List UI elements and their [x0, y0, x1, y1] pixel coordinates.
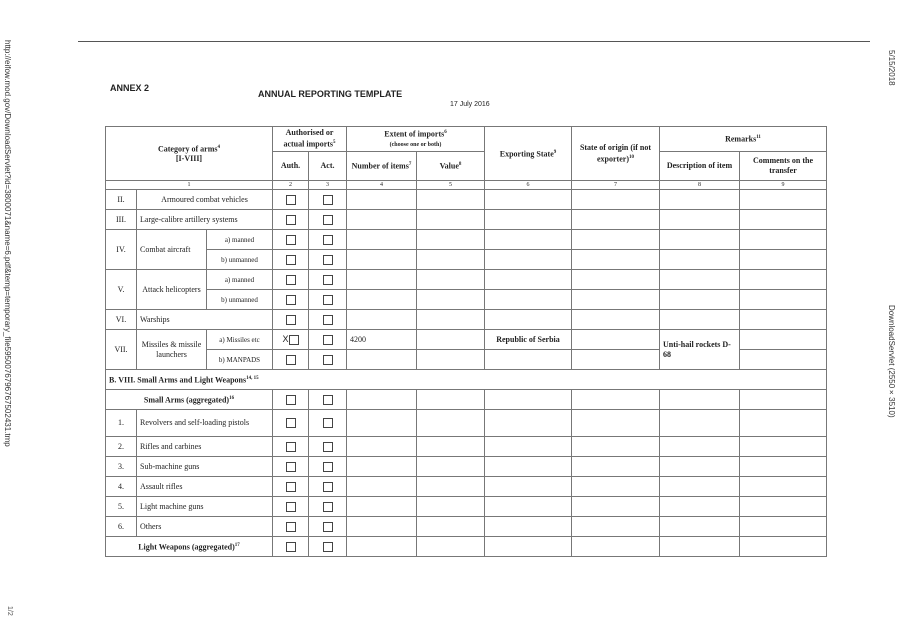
value-cell[interactable] [417, 230, 485, 250]
auth-checkbox[interactable] [286, 295, 296, 305]
value-cell[interactable] [417, 390, 485, 410]
number-cell[interactable] [347, 290, 417, 310]
description-cell[interactable] [660, 497, 740, 517]
value-cell[interactable] [417, 190, 485, 210]
number-cell[interactable] [347, 270, 417, 290]
comments-cell[interactable] [740, 290, 827, 310]
origin-cell[interactable] [572, 290, 660, 310]
table-row: II. Armoured combat vehicles [106, 190, 827, 210]
description-cell[interactable] [660, 437, 740, 457]
description-cell[interactable] [660, 390, 740, 410]
header-value: Value$^8$ [417, 152, 485, 181]
number-cell[interactable] [347, 517, 417, 537]
exporter-cell[interactable] [485, 210, 572, 230]
act-checkbox[interactable] [323, 418, 333, 428]
reporting-table [105, 126, 827, 557]
value-cell[interactable] [417, 517, 485, 537]
auth-checkbox[interactable] [286, 462, 296, 472]
origin-cell[interactable] [572, 230, 660, 250]
col-number: 5 [417, 181, 485, 190]
page-title: ANNUAL REPORTING TEMPLATE [258, 89, 403, 99]
table-row: III. Large-calibre artillery systems [106, 210, 827, 230]
exporter-cell[interactable] [485, 390, 572, 410]
value-cell[interactable] [417, 477, 485, 497]
table-row: 5. Light machine guns [106, 497, 827, 517]
number-cell[interactable] [347, 537, 417, 557]
description-cell[interactable] [660, 517, 740, 537]
value-cell[interactable] [417, 350, 485, 370]
number-cell[interactable] [347, 390, 417, 410]
value-cell[interactable] [417, 537, 485, 557]
comments-cell[interactable] [740, 330, 827, 350]
print-date: 5/15/2018 [887, 50, 896, 86]
auth-mark: X [282, 334, 289, 345]
number-cell[interactable]: 4200 [347, 330, 417, 350]
table-row: IV. Combat aircraft a) manned [106, 230, 827, 250]
number-cell[interactable] [347, 190, 417, 210]
origin-cell[interactable] [572, 310, 660, 330]
comments-cell[interactable] [740, 477, 827, 497]
exporter-cell[interactable] [485, 310, 572, 330]
number-cell[interactable] [347, 477, 417, 497]
comments-cell[interactable] [740, 517, 827, 537]
exporter-cell[interactable] [485, 517, 572, 537]
header-description: Description of item [660, 152, 740, 181]
origin-cell[interactable] [572, 517, 660, 537]
act-checkbox[interactable] [323, 295, 333, 305]
description-cell[interactable]: Unti-hail rockets D-68 [660, 330, 740, 370]
number-cell[interactable] [347, 497, 417, 517]
section-heading: B. VIII. Small Arms and Light Weapons$^{14, 15}$ [106, 370, 827, 390]
header-category: Category of arms$^4$ [I-VIII] [106, 127, 273, 181]
origin-cell[interactable] [572, 457, 660, 477]
header-authorised: Authorised or actual imports$^5$ [273, 127, 347, 152]
description-cell[interactable] [660, 290, 740, 310]
act-checkbox[interactable] [323, 355, 333, 365]
number-cell[interactable] [347, 350, 417, 370]
number-cell[interactable] [347, 437, 417, 457]
number-cell[interactable] [347, 410, 417, 437]
origin-cell[interactable] [572, 330, 660, 350]
number-cell[interactable] [347, 310, 417, 330]
comments-cell[interactable] [740, 437, 827, 457]
description-cell[interactable] [660, 477, 740, 497]
value-cell[interactable] [417, 497, 485, 517]
template-date: 17 July 2016 [450, 101, 490, 108]
description-cell[interactable] [660, 410, 740, 437]
description-cell[interactable] [660, 190, 740, 210]
table-row: Light Weapons (aggregated)$^{17}$ [106, 537, 827, 557]
origin-cell[interactable] [572, 497, 660, 517]
act-checkbox[interactable] [323, 522, 333, 532]
act-checkbox[interactable] [323, 462, 333, 472]
description-cell[interactable] [660, 230, 740, 250]
auth-checkbox[interactable] [286, 355, 296, 365]
description-cell[interactable] [660, 310, 740, 330]
header-extent: Extent of imports$^6$ (choose one or both) [347, 127, 485, 152]
header-exporting-state: Exporting State$^9$ [485, 127, 572, 181]
col-number: 3 [309, 181, 347, 190]
value-cell[interactable] [417, 330, 485, 350]
auth-checkbox[interactable] [286, 195, 296, 205]
act-checkbox[interactable] [323, 275, 333, 285]
table-row: b) unmanned [106, 290, 827, 310]
table-row: V. Attack helicopters a) manned [106, 270, 827, 290]
act-checkbox[interactable] [323, 255, 333, 265]
table-row: VI. Warships [106, 310, 827, 330]
value-cell[interactable] [417, 270, 485, 290]
exporter-cell[interactable] [485, 410, 572, 437]
source-label: DownloadServlet (2550×3510) [887, 305, 896, 418]
table-row: 1. Revolvers and self-loading pistols [106, 410, 827, 437]
description-cell[interactable] [660, 537, 740, 557]
exporter-cell[interactable] [485, 290, 572, 310]
header-number: Number of items$^7$ [347, 152, 417, 181]
exporter-cell[interactable] [485, 437, 572, 457]
auth-checkbox[interactable] [289, 335, 299, 345]
comments-cell[interactable] [740, 390, 827, 410]
auth-checkbox[interactable] [286, 482, 296, 492]
value-cell[interactable] [417, 310, 485, 330]
comments-cell[interactable] [740, 410, 827, 437]
exporter-cell[interactable] [485, 457, 572, 477]
value-cell[interactable] [417, 290, 485, 310]
table-row: 2. Rifles and carbines [106, 437, 827, 457]
top-rule [78, 41, 870, 42]
act-checkbox[interactable] [323, 215, 333, 225]
number-cell[interactable] [347, 457, 417, 477]
col-number: 8 [660, 181, 740, 190]
act-checkbox[interactable] [323, 395, 333, 405]
auth-checkbox[interactable] [286, 418, 296, 428]
value-cell[interactable] [417, 410, 485, 437]
number-cell[interactable] [347, 230, 417, 250]
act-checkbox[interactable] [323, 542, 333, 552]
col-number: 4 [347, 181, 417, 190]
comments-cell[interactable] [740, 250, 827, 270]
comments-cell[interactable] [740, 270, 827, 290]
comments-cell[interactable] [740, 497, 827, 517]
auth-checkbox[interactable] [286, 442, 296, 452]
header-act: Act. [309, 152, 347, 181]
col-number: 2 [273, 181, 309, 190]
origin-cell[interactable] [572, 390, 660, 410]
number-cell[interactable] [347, 250, 417, 270]
page-mark: 1/2 [6, 606, 13, 616]
act-checkbox[interactable] [323, 502, 333, 512]
exporter-cell[interactable] [485, 537, 572, 557]
value-cell[interactable] [417, 250, 485, 270]
value-cell[interactable] [417, 457, 485, 477]
table-row: 4. Assault rifles [106, 477, 827, 497]
table-row: VII. Missiles & missile launchers a) Missiles etc X 4200 Republic of Serbia Unti-hail rockets D-68 [106, 330, 827, 350]
header-remarks: Remarks$^{11}$ [660, 127, 827, 152]
col-number: 6 [485, 181, 572, 190]
auth-checkbox[interactable] [286, 522, 296, 532]
value-cell[interactable] [417, 437, 485, 457]
origin-cell[interactable] [572, 210, 660, 230]
auth-checkbox[interactable] [286, 215, 296, 225]
act-checkbox[interactable] [323, 315, 333, 325]
exporter-cell[interactable] [485, 230, 572, 250]
exporter-cell[interactable] [485, 497, 572, 517]
comments-cell[interactable] [740, 537, 827, 557]
act-checkbox[interactable] [323, 195, 333, 205]
col-number: 1 [106, 181, 273, 190]
comments-cell[interactable] [740, 210, 827, 230]
origin-cell[interactable] [572, 410, 660, 437]
number-cell[interactable] [347, 210, 417, 230]
header-comments: Comments on the transfer [740, 152, 827, 181]
exporter-cell[interactable] [485, 350, 572, 370]
exporter-cell[interactable] [485, 190, 572, 210]
description-cell[interactable] [660, 210, 740, 230]
exporter-cell[interactable] [485, 477, 572, 497]
comments-cell[interactable] [740, 190, 827, 210]
exporter-cell[interactable] [485, 250, 572, 270]
comments-cell[interactable] [740, 230, 827, 250]
origin-cell[interactable] [572, 350, 660, 370]
value-cell[interactable] [417, 210, 485, 230]
origin-cell[interactable] [572, 477, 660, 497]
comments-cell[interactable] [740, 310, 827, 330]
act-checkbox[interactable] [323, 335, 333, 345]
act-checkbox[interactable] [323, 442, 333, 452]
comments-cell[interactable] [740, 457, 827, 477]
auth-checkbox[interactable] [286, 542, 296, 552]
auth-checkbox[interactable] [286, 235, 296, 245]
origin-cell[interactable] [572, 190, 660, 210]
description-cell[interactable] [660, 270, 740, 290]
origin-cell[interactable] [572, 250, 660, 270]
auth-checkbox[interactable] [286, 315, 296, 325]
table-row: b) unmanned [106, 250, 827, 270]
auth-checkbox[interactable] [286, 502, 296, 512]
col-number: 7 [572, 181, 660, 190]
table-row: 3. Sub-machine guns [106, 457, 827, 477]
comments-cell[interactable] [740, 350, 827, 370]
exporter-cell[interactable]: Republic of Serbia [485, 330, 572, 350]
description-cell[interactable] [660, 457, 740, 477]
table-row: Small Arms (aggregated)$^{16}$ [106, 390, 827, 410]
origin-cell[interactable] [572, 437, 660, 457]
auth-checkbox[interactable] [286, 255, 296, 265]
col-number: 9 [740, 181, 827, 190]
description-cell[interactable] [660, 250, 740, 270]
auth-checkbox[interactable] [286, 275, 296, 285]
exporter-cell[interactable] [485, 270, 572, 290]
header-auth: Auth. [273, 152, 309, 181]
origin-cell[interactable] [572, 537, 660, 557]
table-row: 6. Others [106, 517, 827, 537]
annex-label: ANNEX 2 [110, 83, 150, 93]
header-state-of-origin: State of origin (if not exporter)$^{10}$ [572, 127, 660, 181]
table-row: b) MANPADS [106, 350, 827, 370]
source-url: http://eifow.mod.gov/DownloadServlet?id=3800071&name=6.pdf&temp=temporary_file5950076796767502431.tmp [3, 40, 12, 447]
act-checkbox[interactable] [323, 482, 333, 492]
act-checkbox[interactable] [323, 235, 333, 245]
origin-cell[interactable] [572, 270, 660, 290]
auth-checkbox[interactable] [286, 395, 296, 405]
